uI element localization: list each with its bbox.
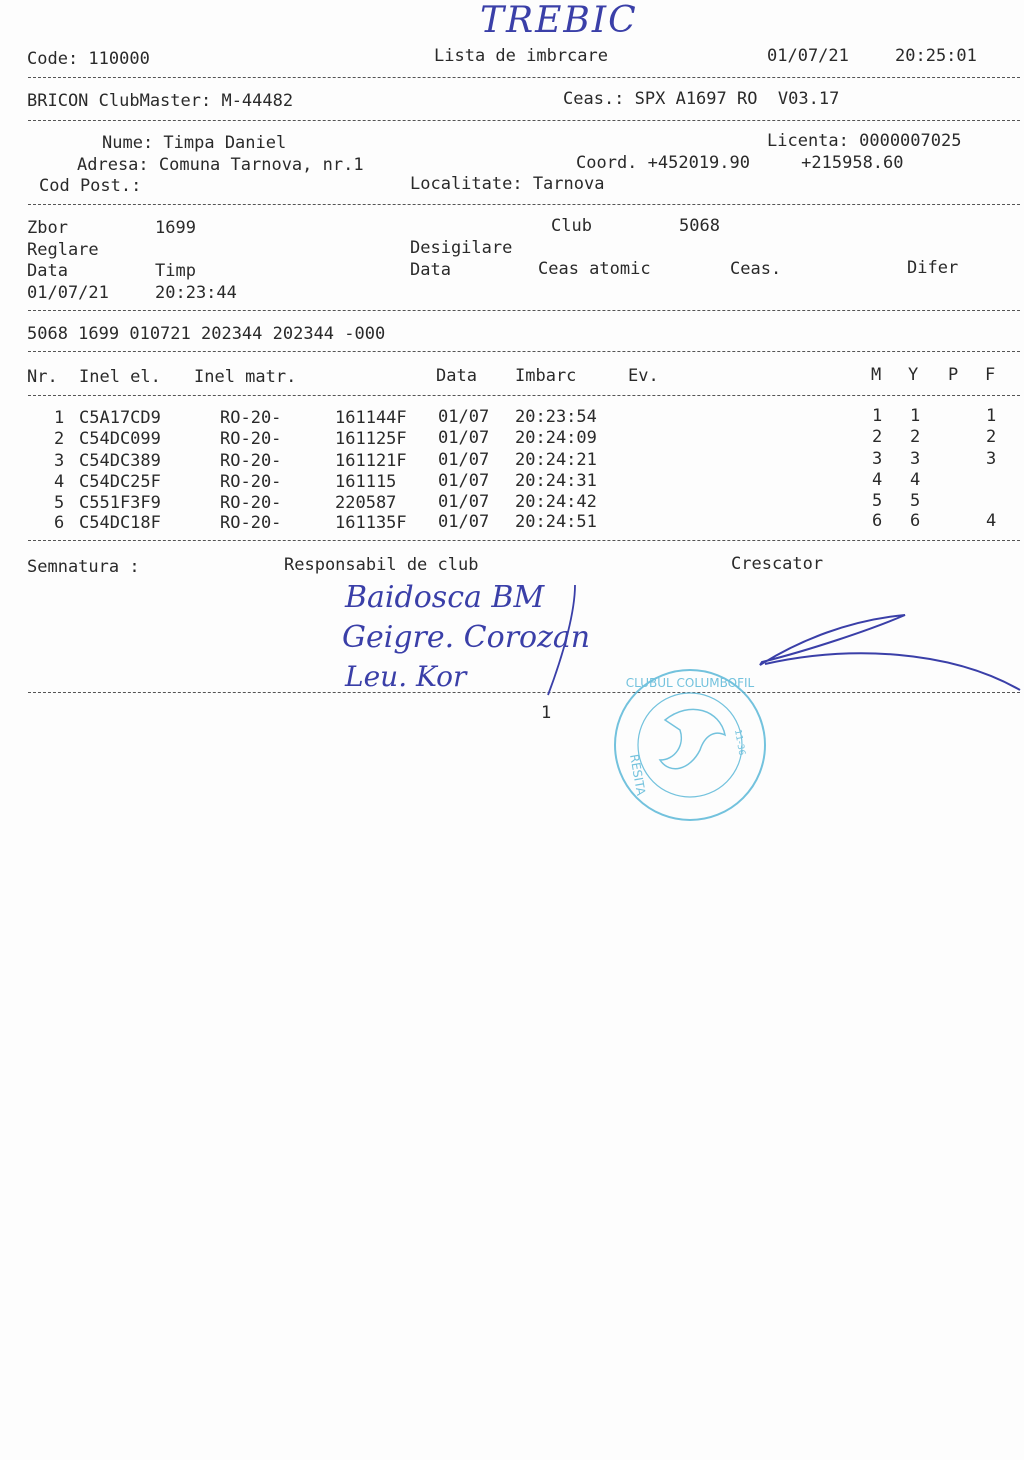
row-date: 01/07	[438, 492, 490, 512]
row-time: 20:24:51	[515, 512, 597, 532]
row-matr: 161121F	[335, 451, 407, 471]
license-number: Licenta: 0000007025	[767, 131, 962, 151]
row-prefix: RO-20-	[220, 451, 282, 471]
reglare-label: Reglare	[27, 240, 99, 260]
row-matr: 161144F	[335, 408, 407, 428]
row-nr: 1	[54, 408, 65, 428]
handwritten-title: TREBIC	[480, 0, 638, 41]
data-label: Data	[27, 261, 68, 281]
club-number: 5068	[679, 216, 720, 236]
row-time: 20:24:42	[515, 492, 597, 512]
club-responsible-label: Responsabil de club	[284, 555, 479, 575]
breeder-signature	[760, 615, 905, 665]
row-nr: 3	[54, 451, 65, 471]
data-label-2: Data	[410, 260, 451, 280]
locality: Localitate: Tarnova	[410, 174, 605, 194]
breeder-signature-tail	[765, 653, 1020, 690]
row-inel-el: C5A17CD9	[79, 408, 161, 428]
col-f: F	[985, 365, 996, 385]
row-y: 1	[910, 406, 921, 426]
row-f: 1	[986, 406, 997, 426]
difference-label: Difer	[907, 258, 959, 278]
page-number: 1	[541, 703, 552, 723]
row-date: 01/07	[438, 471, 490, 491]
row-time: 20:24:31	[515, 471, 597, 491]
signature-line-2: Geigre. Corozan	[342, 620, 591, 655]
row-nr: 4	[54, 472, 65, 492]
breeder-label: Crescator	[731, 554, 824, 574]
row-f: 2	[986, 427, 997, 447]
row-m: 4	[872, 470, 883, 490]
col-y: Y	[908, 365, 919, 385]
atomic-clock-label: Ceas atomic	[538, 259, 651, 279]
row-nr: 6	[54, 513, 65, 533]
col-inel-el: Inel el.	[79, 367, 161, 387]
row-date: 01/07	[438, 512, 490, 532]
row-m: 1	[872, 406, 883, 426]
stamp-text-left: RESITA	[627, 753, 649, 797]
row-nr: 5	[54, 493, 65, 513]
row-date: 01/07	[438, 428, 490, 448]
print-time: 20:25:01	[895, 46, 977, 66]
fancier-name: Nume: Timpa Daniel	[102, 133, 287, 153]
col-inel-matr: Inel matr.	[194, 367, 297, 387]
timp-label: Timp	[155, 261, 196, 281]
row-m: 6	[872, 511, 883, 531]
col-imbarc: Imbarc	[515, 366, 577, 386]
col-m: M	[871, 365, 882, 385]
row-prefix: RO-20-	[220, 493, 282, 513]
col-ev: Ev.	[628, 366, 659, 386]
row-matr: 161125F	[335, 429, 407, 449]
row-y: 6	[910, 511, 921, 531]
row-inel-el: C54DC25F	[79, 472, 161, 492]
row-time: 20:24:21	[515, 450, 597, 470]
flight-number: 1699	[155, 218, 196, 238]
coordinates: Coord. +452019.90 +215958.60	[576, 153, 904, 173]
document-title: Lista de imbrcare	[434, 46, 608, 66]
setting-date: 01/07/21	[27, 283, 109, 303]
row-prefix: RO-20-	[220, 429, 282, 449]
col-p: P	[948, 365, 959, 385]
code-label: Code: 110000	[27, 49, 150, 69]
flight-label: Zbor	[27, 218, 68, 238]
clock-label: Ceas.	[730, 259, 782, 279]
row-inel-el: C54DC18F	[79, 513, 161, 533]
col-nr: Nr.	[27, 367, 58, 387]
postal-code: Cod Post.:	[39, 176, 142, 196]
fancier-address: Adresa: Comuna Tarnova, nr.1	[77, 155, 364, 175]
row-f: 4	[986, 511, 997, 531]
row-prefix: RO-20-	[220, 408, 282, 428]
stamp-text-top: CLUBUL COLUMBOFIL	[625, 676, 755, 690]
row-y: 5	[910, 491, 921, 511]
club-label: Club	[551, 216, 592, 236]
code-line: 5068 1699 010721 202344 202344 -000	[27, 324, 386, 344]
row-matr: 220587	[335, 493, 397, 513]
club-stamp	[615, 670, 765, 820]
row-inel-el: C551F3F9	[79, 493, 161, 513]
row-matr: 161135F	[335, 513, 407, 533]
row-m: 5	[872, 491, 883, 511]
signature-line-1: Baidosca BM	[345, 580, 545, 615]
row-date: 01/07	[438, 450, 490, 470]
col-data: Data	[436, 366, 477, 386]
row-nr: 2	[54, 429, 65, 449]
row-y: 2	[910, 427, 921, 447]
row-y: 4	[910, 470, 921, 490]
print-date: 01/07/21	[767, 46, 849, 66]
row-m: 2	[872, 427, 883, 447]
row-m: 3	[872, 449, 883, 469]
signature-label: Semnatura :	[27, 557, 140, 577]
setting-time: 20:23:44	[155, 283, 237, 303]
row-date: 01/07	[438, 407, 490, 427]
signature-stroke	[548, 585, 575, 695]
row-matr: 161115	[335, 472, 397, 492]
row-inel-el: C54DC389	[79, 451, 161, 471]
row-f: 3	[986, 449, 997, 469]
row-time: 20:23:54	[515, 407, 597, 427]
row-y: 3	[910, 449, 921, 469]
clock-info: Ceas.: SPX A1697 RO V03.17	[563, 89, 840, 109]
row-time: 20:24:09	[515, 428, 597, 448]
row-prefix: RO-20-	[220, 513, 282, 533]
desigilare-label: Desigilare	[410, 238, 513, 258]
row-prefix: RO-20-	[220, 472, 282, 492]
row-inel-el: C54DC099	[79, 429, 161, 449]
system-info: BRICON ClubMaster: M-44482	[27, 91, 294, 111]
dove-icon	[660, 709, 725, 768]
stamp-code: 11-36	[732, 728, 747, 757]
signature-line-3: Leu. Kor	[345, 660, 467, 693]
